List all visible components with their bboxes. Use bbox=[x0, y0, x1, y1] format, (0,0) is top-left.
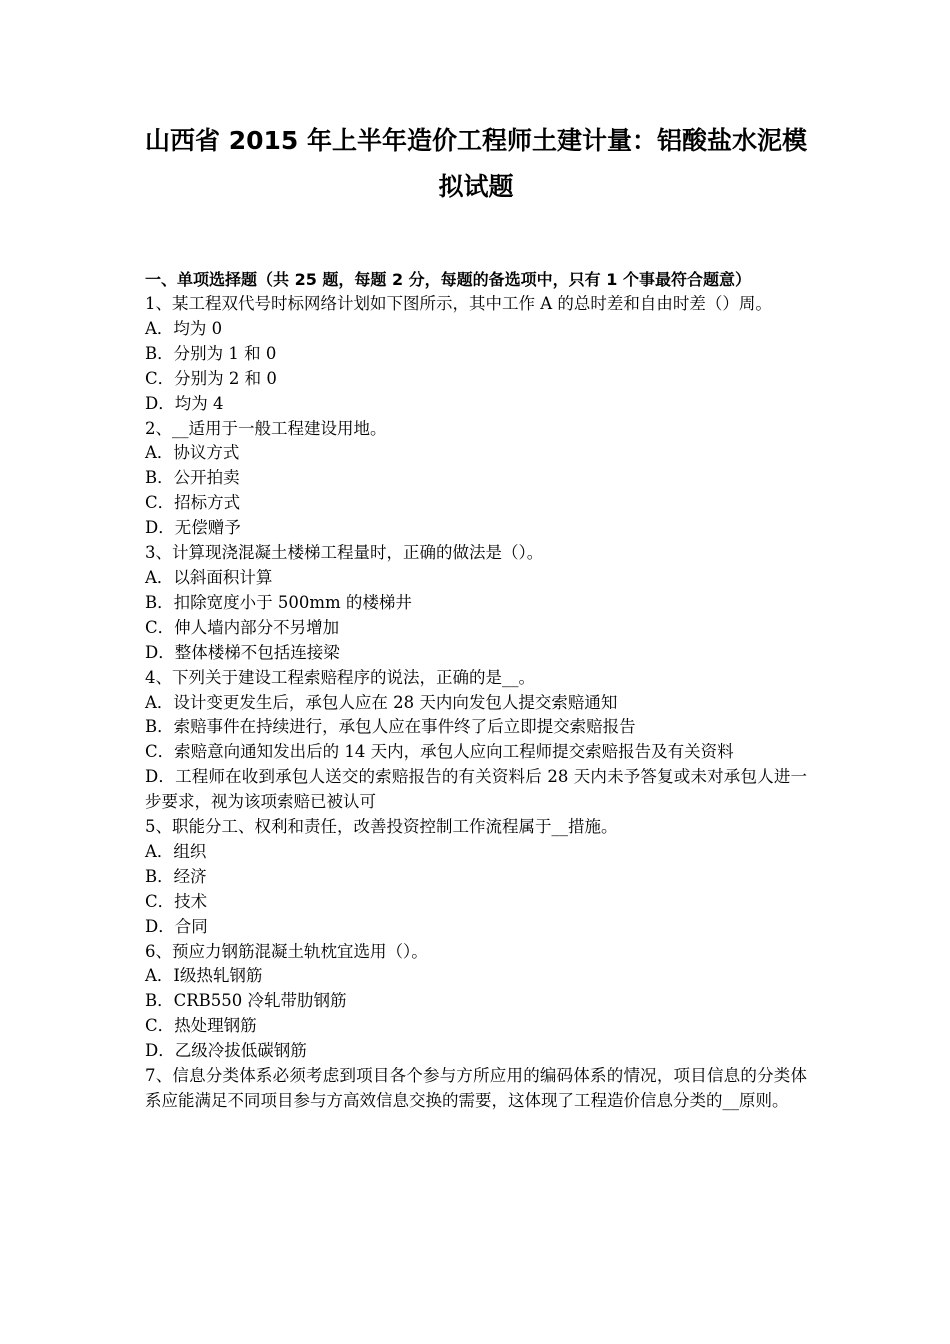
question-stem: 1、某工程双代号时标网络计划如下图所示，其中工作 A 的总时差和自由时差（）周。 bbox=[145, 294, 772, 313]
section-heading: 一、单项选择题（共 25 题，每题 2 分，每题的备选项中，只有 1 个事最符合题意） bbox=[145, 270, 751, 289]
answer-option: A．组织 bbox=[145, 841, 207, 861]
answer-option: A．Ⅰ级热轧钢筋 bbox=[145, 966, 263, 986]
answer-option: D．整体楼梯不包括连接梁 bbox=[145, 642, 340, 662]
answer-option: A．协议方式 bbox=[145, 443, 240, 463]
document-title bbox=[145, 118, 807, 210]
answer-option: D．无偿赠予 bbox=[145, 518, 241, 538]
answer-option: B．扣除宽度小于 500mm 的楼梯井 bbox=[145, 592, 412, 612]
answer-option: B．分别为 1 和 0 bbox=[145, 343, 277, 363]
answer-option: C．分别为 2 和 0 bbox=[145, 368, 277, 388]
answer-option: C．热处理钢筋 bbox=[145, 1016, 257, 1036]
answer-option: D．均为 4 bbox=[145, 393, 224, 413]
answer-option: C．伸人墙内部分不另增加 bbox=[145, 617, 340, 637]
title-line-1: 山西省 2015 年上半年造价工程师土建计量：铝酸盐水泥模 bbox=[145, 126, 807, 155]
answer-option: C．技术 bbox=[145, 891, 208, 911]
document-page bbox=[145, 118, 807, 1114]
question-stem: 5、职能分工、权利和责任，改善投资控制工作流程属于__措施。 bbox=[145, 817, 618, 837]
answer-option: B．CRB550 冷轧带肋钢筋 bbox=[145, 991, 347, 1011]
answer-option: D．乙级冷拔低碳钢筋 bbox=[145, 1041, 307, 1061]
answer-option: B．经济 bbox=[145, 866, 207, 886]
question-stem: 2、__适用于一般工程建设用地。 bbox=[145, 418, 387, 438]
question-stem: 3、计算现浇混凝土楼梯工程量时，正确的做法是（）。 bbox=[145, 543, 544, 563]
question-stem: 6、预应力钢筋混凝土轨枕宜选用（）。 bbox=[145, 941, 428, 961]
answer-option: A．设计变更发生后，承包人应在 28 天内向发包人提交索赔通知 bbox=[145, 692, 618, 712]
answer-option: D．工程师在收到承包人送交的索赔报告的有关资料后 28 天内未予答复或未对承包人进一步要求，视为该项索赔已被认可 bbox=[145, 767, 807, 812]
answer-option: A．以斜面积计算 bbox=[145, 567, 273, 587]
answer-option: C．索赔意向通知发出后的 14 天内，承包人应向工程师提交索赔报告及有关资料 bbox=[145, 742, 734, 762]
question-stem: 4、下列关于建设工程索赔程序的说法，正确的是__。 bbox=[145, 667, 535, 687]
answer-option: A．均为 0 bbox=[145, 318, 223, 338]
answer-option: D．合同 bbox=[145, 916, 208, 936]
answer-option: C．招标方式 bbox=[145, 493, 241, 513]
answer-option: B．公开拍卖 bbox=[145, 468, 240, 488]
answer-option: B．索赔事件在持续进行，承包人应在事件终了后立即提交索赔报告 bbox=[145, 717, 636, 737]
question-list bbox=[145, 292, 807, 1114]
question-stem: 7、信息分类体系必须考虑到项目各个参与方所应用的编码体系的情况，项目信息的分类体系应能满足不同项目参与方高效信息交换的需要，这体现了工程造价信息分类的__原则。 bbox=[145, 1066, 807, 1110]
title-line-2: 拟试题 bbox=[438, 172, 514, 201]
